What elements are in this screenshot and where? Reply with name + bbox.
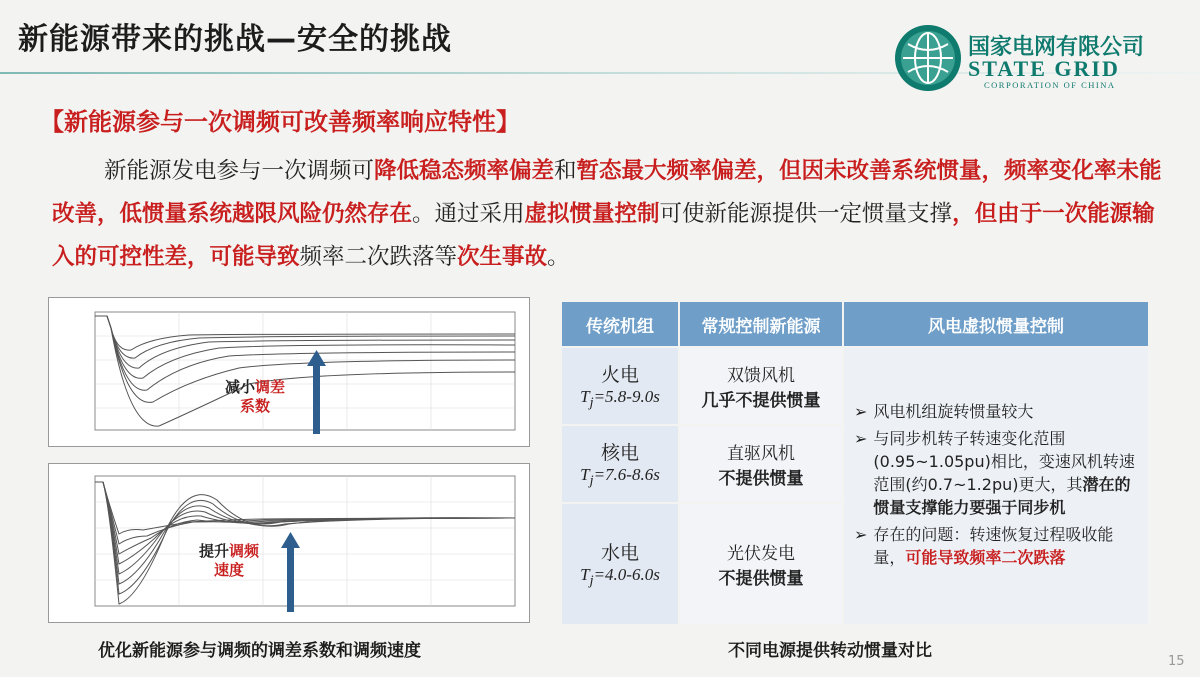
tj-subscript: j [589,572,594,589]
body-paragraph [52,150,1162,279]
anno-highlight: 速度 [214,561,245,579]
tj-subscript: j [589,472,594,489]
traditional-cell [562,426,678,502]
source-name: 火电 [600,364,639,387]
col-header-virtual-inertia: 风电虚拟惯量控制 [844,302,1148,346]
para-highlight: 暂态最大频率偏差，但因未改善系统惯量，频率变化率未能改善，低惯量系统越限风险仍然存在 [52,158,1162,227]
tj-subscript: j [589,394,594,411]
source-name: 核电 [600,442,639,465]
slide-title: 新能源带来的挑战—安全的挑战 [18,22,452,57]
new-energy-type: 光伏发电 [727,544,795,564]
virtual-inertia-cell [844,348,1148,624]
speed-curves-svg [49,464,529,622]
logo-sub-text: CORPORATION OF CHINA [984,80,1116,90]
tj-value: =7.6-8.6s [593,465,660,485]
new-energy-inertia: 不提供惯量 [718,569,804,589]
page-number: 15 [1168,654,1185,669]
new-energy-inertia: 几乎不提供惯量 [701,391,821,411]
col-header-traditional: 传统机组 [562,302,678,346]
para-highlight: 降低稳态频率偏差 [374,158,555,184]
para-highlight: ，但由于一次能源输入的可控性差，可能导致 [52,201,1155,270]
table-row [562,348,1148,424]
bullet-item [854,427,1138,519]
speed-annotation [199,542,259,580]
para-highlight: 虚拟惯量控制 [524,201,660,227]
col-header-new-energy: 常规控制新能源 [680,302,842,346]
new-energy-cell [680,348,842,424]
new-energy-cell [680,504,842,624]
section-subheading: 【新能源参与一次调频可改善频率响应特性】 [40,108,520,136]
para-text: 可使新能源提供一定惯量支撑 [659,201,953,227]
bullet-text [873,427,1138,519]
para-highlight: 次生事故 [457,244,548,270]
para-text: 新能源发电参与一次调频可 [104,158,375,184]
tj-symbol: T [580,465,590,485]
new-energy-cell [680,426,842,502]
bullet-item [854,523,1138,569]
inertia-constant [580,387,660,411]
tj-symbol: T [580,387,590,407]
para-text: 。 [547,244,570,270]
droop-curves-svg [49,298,529,446]
frequency-response-chart-droop [48,297,530,447]
bullet-text: 风电机组旋转惯量较大 [873,401,1034,421]
anno-highlight: 系数 [240,397,271,415]
para-text: 和 [554,158,577,184]
new-energy-type: 双馈风机 [727,366,795,386]
traditional-cell [562,348,678,424]
para-text: 频率二次跌落等 [299,244,458,270]
bullet-arrow-icon: ➢ [854,428,868,448]
bullet-plain: 与同步机转子转速变化范围(0.95~1.05pu)相比，变速风机转速范围(约0.7~1.2pu)更大，其 [873,428,1135,494]
bullet-item [854,400,1138,423]
tj-value: =4.0-6.0s [593,565,660,585]
bullet-arrow-icon: ➢ [854,524,868,544]
source-name: 水电 [600,542,639,565]
anno-highlight: 调差 [255,378,286,396]
bullet-bold: 潜在的惯量支撑能力要强于同步机 [873,474,1131,517]
tj-symbol: T [580,565,590,585]
para-text: 。通过采用 [412,201,525,227]
anno-highlight: 调频 [229,542,260,560]
bullet-red: 可能导致频率二次跌落 [905,547,1066,567]
left-figure-caption: 优化新能源参与调频的调差系数和调频速度 [98,641,421,661]
droop-annotation [225,378,285,416]
bullet-text [873,523,1138,569]
inertia-constant [580,565,660,589]
inertia-constant [580,465,660,489]
logo-en-text: STATE GRID [968,56,1120,81]
inertia-comparison-table [560,300,1150,626]
logo-cn-text: 国家电网有限公司 [968,35,1145,60]
anno-text: 减小 [225,378,256,396]
bullet-plain: 存在的问题：转速恢复过程吸收能量， [873,524,1114,567]
frequency-response-chart-speed [48,463,530,623]
new-energy-type: 直驱风机 [727,444,795,464]
traditional-cell [562,504,678,624]
right-table-caption: 不同电源提供转动惯量对比 [728,641,932,661]
tj-value: =5.8-9.0s [593,387,660,407]
anno-text: 提升 [199,542,230,560]
new-energy-inertia: 不提供惯量 [718,469,804,489]
bullet-arrow-icon: ➢ [854,401,868,421]
